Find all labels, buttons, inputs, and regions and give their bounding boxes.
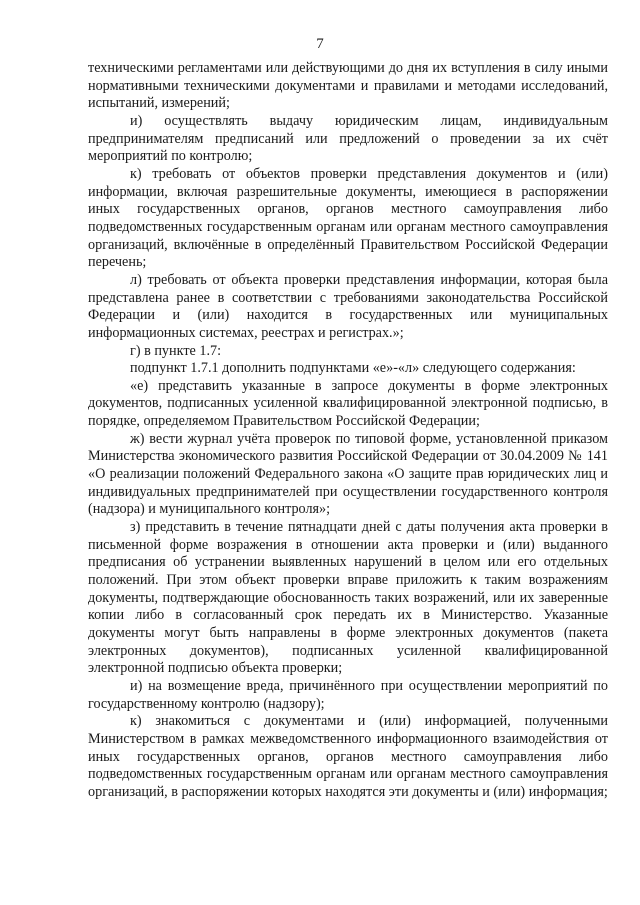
paragraph-subpoint-z: з) представить в течение пятнадцати дней с даты получения акта проверки в письменной форме возражения в отношении акта проверки и (или) выданного предписания об устранении выявленных нарушений в целом или его отдельных положений. При этом объект проверки вправе приложить к таким возражениям документы, подтверждающие обоснованность таких возражений, или их заверенные копии либо в согласованный срок передать их в Министерство. Указанные документы могут быть направлены в форме электронных документов (пакета электронных документов), подписанных усиленной квалифицированной электронной подписью объекта проверки;: [88, 519, 608, 677]
paragraph-subpoint-k: к) требовать от объектов проверки представления документов и (или) информации, включая разрешительные документы, имеющиеся в распоряжении иных государственных органов, органов местного самоуправления либо подведомственных государственным органам или органам местного самоуправления организаций, включённые в определённый Правительством Российской Федерации перечень;: [88, 165, 608, 271]
paragraph-point-g: г) в пункте 1.7:: [130, 342, 222, 359]
paragraph-subpoint-e: «е) представить указанные в запросе документы в форме электронных документов, подписанных усиленной квалифицированной электронной подписью, в порядке, определяемом Правительством Российской Федерации;: [88, 377, 608, 430]
paragraph-subpoint-i2: и) на возмещение вреда, причинённого при осуществлении мероприятий по государственному контролю (надзору);: [88, 677, 608, 712]
paragraph-continuation: техническими регламентами или действующими до дня их вступления в силу иными нормативными техническими документами и правилами и методами исследований, испытаний, измерений;: [88, 60, 608, 112]
page-number: 7: [316, 36, 324, 52]
paragraph-amendment-intro: подпункт 1.7.1 дополнить подпунктами «е»-«л» следующего содержания:: [130, 360, 576, 377]
paragraph-subpoint-k2: к) знакомиться с документами и (или) информацией, полученными Министерством в рамках межведомственного информационного взаимодействия от иных государственных органов, органов местного самоуправления либо подведомственных государственным органам или органам местного самоуправления организаций, в распоряжении которых находятся эти документы и (или) информация;: [88, 713, 608, 800]
paragraph-subpoint-zh: ж) вести журнал учёта проверок по типовой форме, установленной приказом Министерства экономического развития Российской Федерации от 30.04.2009 № 141 «О реализации положений Федерального закона «О защите прав юридических лиц и индивидуальных предпринимателей при осуществлении государственного контроля (надзора) и муниципального контроля»;: [88, 430, 608, 518]
document-body: [88, 60, 608, 802]
paragraph-subpoint-l: л) требовать от объекта проверки представления информации, которая была представлена ранее в соответствии с требованиями законодательства Российской Федерации и (или) находится в государственных или муниципальных информационных системах, реестрах и регистрах.»;: [88, 271, 608, 341]
paragraph-subpoint-i: и) осуществлять выдачу юридическим лицам, индивидуальным предпринимателям предписаний или предложений о проведении за их счёт мероприятий по контролю;: [88, 112, 608, 165]
